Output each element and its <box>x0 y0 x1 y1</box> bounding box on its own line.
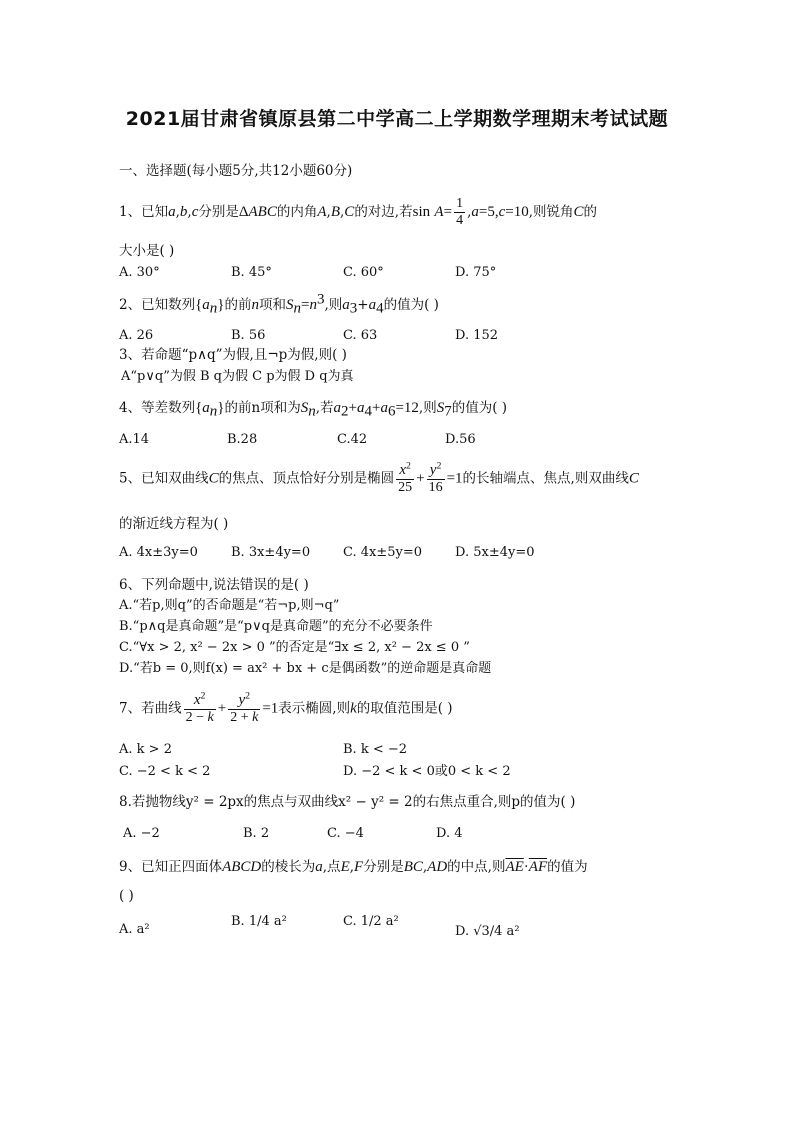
question-3-options[interactable]: A“p∨q”为假 B q为假 C p为假 D q为真 <box>121 369 354 384</box>
question-6-option-d[interactable]: D.“若b = 0,则f(x) = ax² + bx + c是偶函数”的逆命题是真命题 <box>119 661 492 676</box>
question-2-option-d[interactable]: D. 152 <box>455 328 499 343</box>
question-8-option-c[interactable]: C. −4 <box>327 826 364 841</box>
question-5-continuation: 的渐近线方程为( ) <box>119 516 229 532</box>
question-9-continuation: ( ) <box>119 888 134 904</box>
question-9-stem: 9、已知正四面体ABCD的棱长为a,点E,F分别是BC,AD的中点,则$\overline{AE}\cdot\overline{AF}$的值为 <box>119 859 588 875</box>
question-5-stem: 5、已知双曲线C的焦点、顶点恰好分别是椭圆 $\frac{x^2}{25}$ + $\frac{y^2}{16}$ =1的长轴端点、焦点,则双曲线C <box>119 460 639 496</box>
question-1-stem: 1、已知a,b,c分别是ΔABC的内角A,B,C的对边,若sin A= $\frac{1}{4}$ ,a=5,c=10,则锐角C的 <box>119 196 598 229</box>
question-1-option-a[interactable]: A. 30° <box>119 265 160 280</box>
question-9-option-a[interactable]: A. a² <box>119 922 150 937</box>
question-7-option-c[interactable]: C. −2 < k < 2 <box>119 764 211 779</box>
question-6-stem: 6、下列命题中,说法错误的是( ) <box>119 577 309 593</box>
question-4-option-b[interactable]: B.28 <box>227 432 258 447</box>
question-7-stem: 7、若曲线 $\frac{x^2}{2 - k}$ + $\frac{y^2}{2 + k}$ =1表示椭圆,则k的取值范围是( ) <box>119 690 453 726</box>
question-5-option-b[interactable]: B. 3x±4y=0 <box>231 545 311 560</box>
question-5-option-a[interactable]: A. 4x±3y=0 <box>119 545 198 560</box>
question-1-option-d[interactable]: D. 75° <box>455 265 497 280</box>
question-6-option-a[interactable]: A.“若p,则q”的否命题是“若¬p,则¬q” <box>119 598 340 613</box>
section-heading: 一、选择题(每小题5分,共12小题60分) <box>119 163 353 179</box>
question-8-option-d[interactable]: D. 4 <box>436 826 463 841</box>
question-1-option-c[interactable]: C. 60° <box>343 265 384 280</box>
question-1-continuation: 大小是( ) <box>119 243 175 259</box>
question-2-option-a[interactable]: A. 26 <box>119 328 154 343</box>
question-8-option-b[interactable]: B. 2 <box>243 826 270 841</box>
question-9-option-b[interactable]: B. 1/4 a² <box>231 914 287 929</box>
question-2-option-b[interactable]: B. 56 <box>231 328 266 343</box>
question-7-option-a[interactable]: A. k > 2 <box>119 742 172 757</box>
question-4-stem: 4、等差数列$\{a_n\}$的前n项和为$S_n$,若$a_2+a_4+a_6=12$,则$S_7$的值为( ) <box>119 400 508 420</box>
question-4-option-c[interactable]: C.42 <box>337 432 368 447</box>
question-4-option-d[interactable]: D.56 <box>445 432 476 447</box>
question-2-option-c[interactable]: C. 63 <box>343 328 378 343</box>
question-2-stem: 2、已知数列$\{a_n\}$的前n项和$S_n=n^3$,则$a_3+a_4$的值为( ) <box>119 291 439 317</box>
question-9-option-c[interactable]: C. 1/2 a² <box>343 914 399 929</box>
question-8-option-a[interactable]: A. −2 <box>123 826 160 841</box>
question-5-option-d[interactable]: D. 5x±4y=0 <box>455 545 535 560</box>
question-7-option-d[interactable]: D. −2 < k < 0或0 < k < 2 <box>343 764 511 779</box>
question-7-option-b[interactable]: B. k < −2 <box>343 742 408 757</box>
question-3-stem: 3、若命题“p∧q”为假,且¬p为假,则( ) <box>119 347 347 363</box>
question-8-stem: 8.若抛物线y² = 2px的焦点与双曲线x² − y² = 2的右焦点重合,则p的值为( ) <box>119 794 576 810</box>
question-4-option-a[interactable]: A.14 <box>119 432 150 447</box>
exam-title: 2021届甘肃省镇原县第二中学高二上学期数学理期末考试试题 <box>125 108 669 130</box>
question-6-option-b[interactable]: B.“p∧q是真命题”是“p∨q是真命题”的充分不必要条件 <box>119 619 433 634</box>
question-1-option-b[interactable]: B. 45° <box>231 265 272 280</box>
question-5-option-c[interactable]: C. 4x±5y=0 <box>343 545 423 560</box>
question-6-option-c[interactable]: C.“∀x > 2, x² − 2x > 0 ”的否定是“∃x ≤ 2, x² − 2x ≤ 0 ” <box>119 640 470 655</box>
question-9-option-d[interactable]: D. √3/4 a² <box>455 924 520 939</box>
